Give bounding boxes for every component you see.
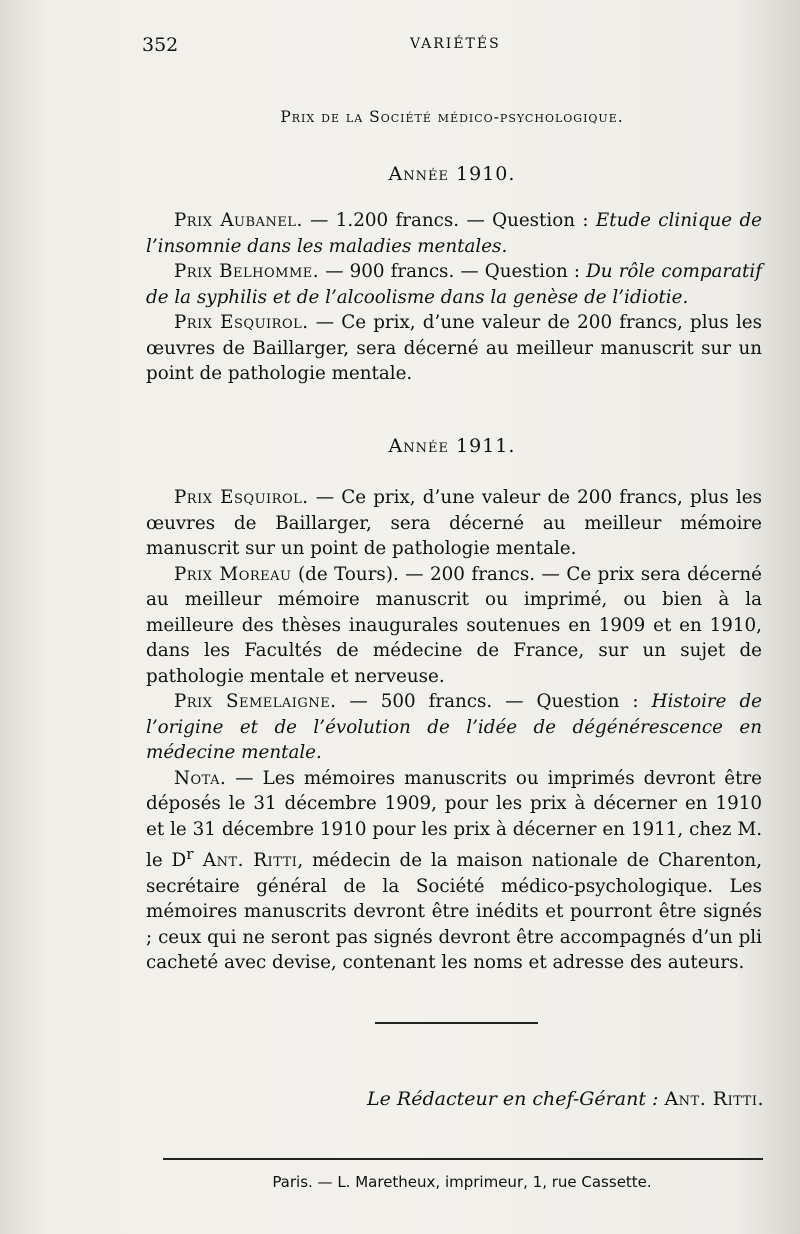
prize-semelaigne	[146, 689, 762, 766]
year-1911-heading: Année 1911.	[388, 435, 516, 457]
prize-name: Prix Belhomme.	[174, 261, 320, 282]
prize-esquirol-1911	[146, 485, 762, 562]
signature-name: Ant. Ritti.	[664, 1088, 764, 1110]
nota-label: Nota.	[174, 767, 227, 789]
nota	[146, 766, 762, 976]
prize-name: Prix Aubanel.	[174, 210, 303, 231]
prize-name: Prix Semelaigne.	[174, 691, 337, 712]
footer-rule	[163, 1158, 763, 1160]
prizes-1910	[146, 208, 762, 387]
prize-esquirol-1910	[146, 310, 762, 387]
separator-rule	[375, 1022, 538, 1024]
prize-name: Prix Esquirol.	[174, 487, 309, 508]
prize-question: Du rôle comparatif de la syphilis et de l’alcoolisme dans la genèse de l’idiotie.	[146, 261, 763, 308]
prize-text: (de Tours). — 200 francs. — Ce prix sera décerné au meilleur mémoire manuscrit ou imprimé, ou bien à la meilleure des thèses inaugurales soutenues en 1909 et en 1910, dans les Facultés de médecine de France, sur un sujet de pathologie mentale et nerveuse.	[146, 563, 762, 687]
prize-text: — 1.200 francs. — Question :	[302, 210, 596, 231]
running-header	[142, 34, 762, 58]
prize-aubanel	[146, 208, 762, 259]
society-heading: Prix de la Société médico-psychologique.	[280, 108, 624, 126]
signature-role: Le Rédacteur en chef-Gérant :	[367, 1088, 659, 1110]
prize-text: — Ce prix, d’une valeur de 200 francs, plus les œuvres de Baillarger, sera décerné au meilleur manuscrit sur un point de pathologie mentale.	[146, 312, 762, 384]
page-number: 352	[142, 34, 179, 56]
prize-text: — Ce prix, d’une valeur de 200 francs, plus les œuvres de Baillarger, sera décerné au meilleur mémoire manuscrit sur un point de pathologie mentale.	[146, 487, 762, 559]
year-1910-heading: Année 1910.	[388, 163, 516, 185]
signature	[142, 1088, 764, 1110]
prize-belhomme	[146, 259, 762, 310]
nota-superscript: r	[186, 845, 194, 863]
prizes-1911	[146, 485, 762, 976]
prize-name: Prix Esquirol.	[174, 312, 309, 333]
prize-name: Prix Moreau	[174, 563, 292, 585]
nota-text-2: , médecin de la maison nationale de Charenton, secrétaire général de la Société médico-psychologique. Les mémoires manuscrits devront être inédits et pourront être signés ; ceux qui ne seront pas signés devront être accompagnés d’un pli cacheté avec devise, contenant les noms et adresse des auteurs.	[146, 850, 763, 974]
prize-moreau	[146, 562, 762, 690]
imprint: Paris. — L. Maretheux, imprimeur, 1, rue Cassette.	[272, 1173, 652, 1191]
running-title: VARIÉTÉS	[410, 36, 501, 52]
prize-question: Histoire de l’origine et de l’évolution de l’idée de dégénérescence en médecine mentale.	[146, 691, 762, 763]
prize-text: — 500 francs. — Question :	[336, 691, 652, 712]
prize-question: Etude clinique de l’insomnie dans les maladies mentales.	[146, 210, 763, 257]
prize-text: — 900 francs. — Question :	[319, 261, 587, 282]
nota-text-1: — Les mémoires manuscrits ou imprimés devront être déposés le 31 décembre 1909, pour les prix à décerner en 1910 et le 31 décembre 1910 pour les prix à décerner en 1911, chez M. le D	[146, 767, 762, 872]
nota-person: Ant. Ritti	[193, 850, 298, 872]
